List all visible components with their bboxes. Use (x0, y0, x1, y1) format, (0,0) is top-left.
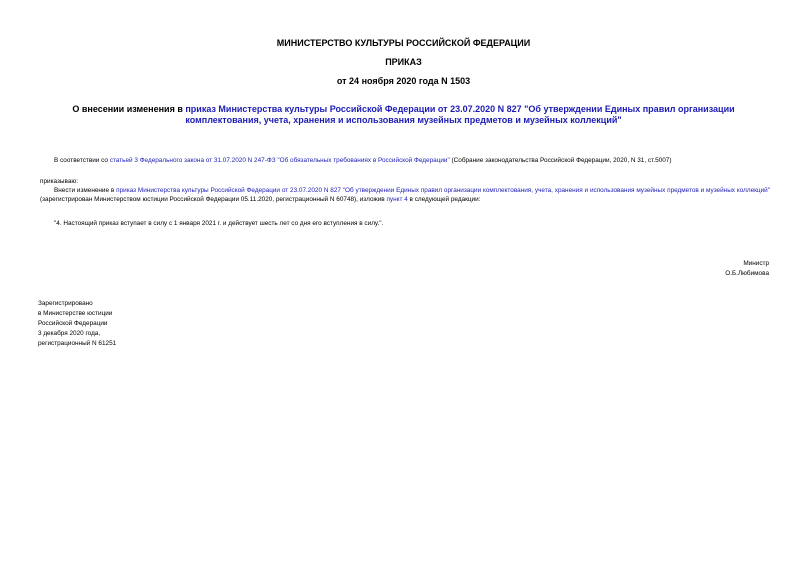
registration-block (38, 299, 116, 349)
doc-type-heading: ПРИКАЗ (385, 57, 422, 67)
signature-title: Министр (743, 260, 769, 267)
subject-order-link[interactable]: приказ Министерства культуры Российской Федерации от 23.07.2020 N 827 "Об утверждении Единых правил организации комплектования, учета, хранения и использования музейных предметов и музейных коллекций" (185, 104, 735, 125)
order-word: приказываю: (40, 178, 78, 185)
registration-line: Зарегистрировано (38, 300, 93, 307)
registration-line: регистрационный N 61251 (38, 340, 117, 347)
registration-line: Российской Федерации (38, 320, 108, 327)
preamble-suffix: (Собрание законодательства Российской Федерации, 2020, N 31, ст.5007) (449, 157, 672, 164)
amendment-paragraph (40, 186, 770, 204)
preamble-law-link[interactable]: статьей 3 Федерального закона от 31.07.2020 N 247-ФЗ "Об обязательных требованиях в Российской Федерации" (109, 157, 450, 164)
ministry-heading: МИНИСТЕРСТВО КУЛЬТУРЫ РОССИЙСКОЙ ФЕДЕРАЦИИ (276, 38, 531, 48)
signature-block (725, 259, 769, 279)
subject-title (60, 104, 747, 126)
amendment-suffix: в следующей редакции: (407, 196, 481, 203)
registration-line: 3 декабря 2020 года, (38, 330, 101, 337)
preamble-paragraph (54, 156, 671, 165)
amendment-point-link[interactable]: пункт 4 (386, 196, 408, 203)
signature-name: О.Б.Любимова (725, 270, 769, 277)
amendment-order-link[interactable]: приказ Министерства культуры Российской Федерации от 23.07.2020 N 827 "Об утверждении Единых правил организации комплектования, учета, хранения и использования музейных предметов и музейных коллекций" (116, 187, 770, 194)
quote-paragraph: "4. Настоящий приказ вступает в силу с 1 января 2021 г. и действует шесть лет со дня его вступления в силу.". (54, 220, 384, 227)
registration-line: в Министерстве юстиции (38, 310, 113, 317)
date-number-heading: от 24 ноября 2020 года N 1503 (336, 76, 471, 86)
amendment-middle: (зарегистрирован Министерством юстиции Российской Федерации 05.11.2020, регистрационный N 60748), изложив (40, 196, 387, 203)
preamble-prefix: В соответствии со (54, 157, 110, 164)
subject-prefix: О внесении изменения в (72, 104, 186, 114)
amendment-prefix: Внести изменение в (54, 187, 117, 194)
